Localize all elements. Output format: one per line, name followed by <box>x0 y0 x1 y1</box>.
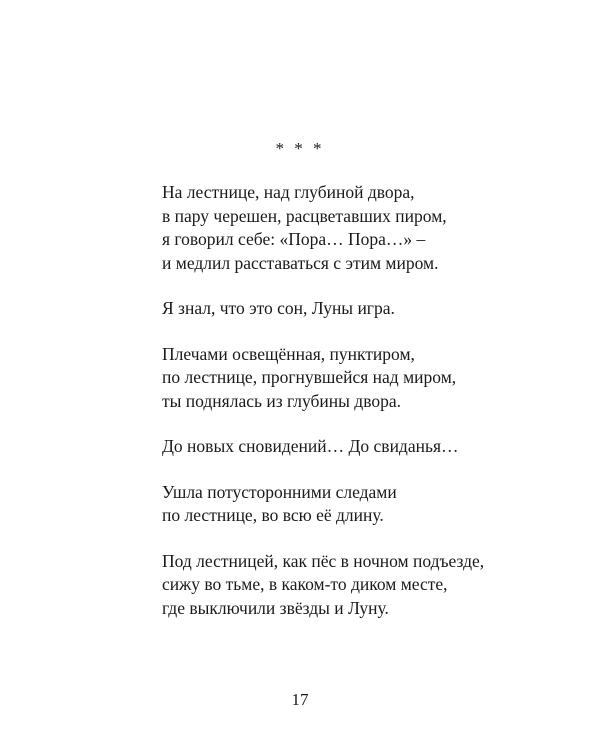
stanza-3 <box>162 343 582 414</box>
poem <box>162 181 582 642</box>
poem-line: где выключили звёзды и Луну. <box>162 597 389 618</box>
poem-line: по лестнице, прогнувшейся над миром, <box>162 367 457 387</box>
poem-line: в пару черешен, расцветавших пиром, <box>162 205 447 226</box>
stanza-5 <box>162 481 582 528</box>
section-divider: * * * <box>275 139 325 158</box>
poem-line: Под лестницей, как пёс в ночном подъезде, <box>162 550 485 571</box>
poem-line: по лестнице, во всю её длину. <box>162 505 384 525</box>
poem-line: сижу во тьме, в каком-то диком месте, <box>162 574 448 594</box>
poem-line: и медлил расставаться с этим миром. <box>162 252 439 273</box>
poem-line: Плечами освещённая, пунктиром, <box>162 343 415 364</box>
poem-line: Я знал, что это сон, Луны игра. <box>162 298 395 318</box>
stanza-1 <box>162 181 582 275</box>
page-number: 17 <box>291 690 309 709</box>
poem-line: До новых сновидений… До свиданья… <box>162 436 459 456</box>
poem-line: ты поднялась из глубины двора. <box>162 390 401 411</box>
poem-line: Ушла потусторонними следами <box>162 481 397 502</box>
poem-line: На лестнице, над глубиной двора, <box>162 182 415 202</box>
stanza-6 <box>162 550 582 621</box>
poem-line: я говорил себе: «Пора… Пора…» – <box>162 229 426 249</box>
stanza-2 <box>162 297 582 321</box>
stanza-4 <box>162 435 582 459</box>
